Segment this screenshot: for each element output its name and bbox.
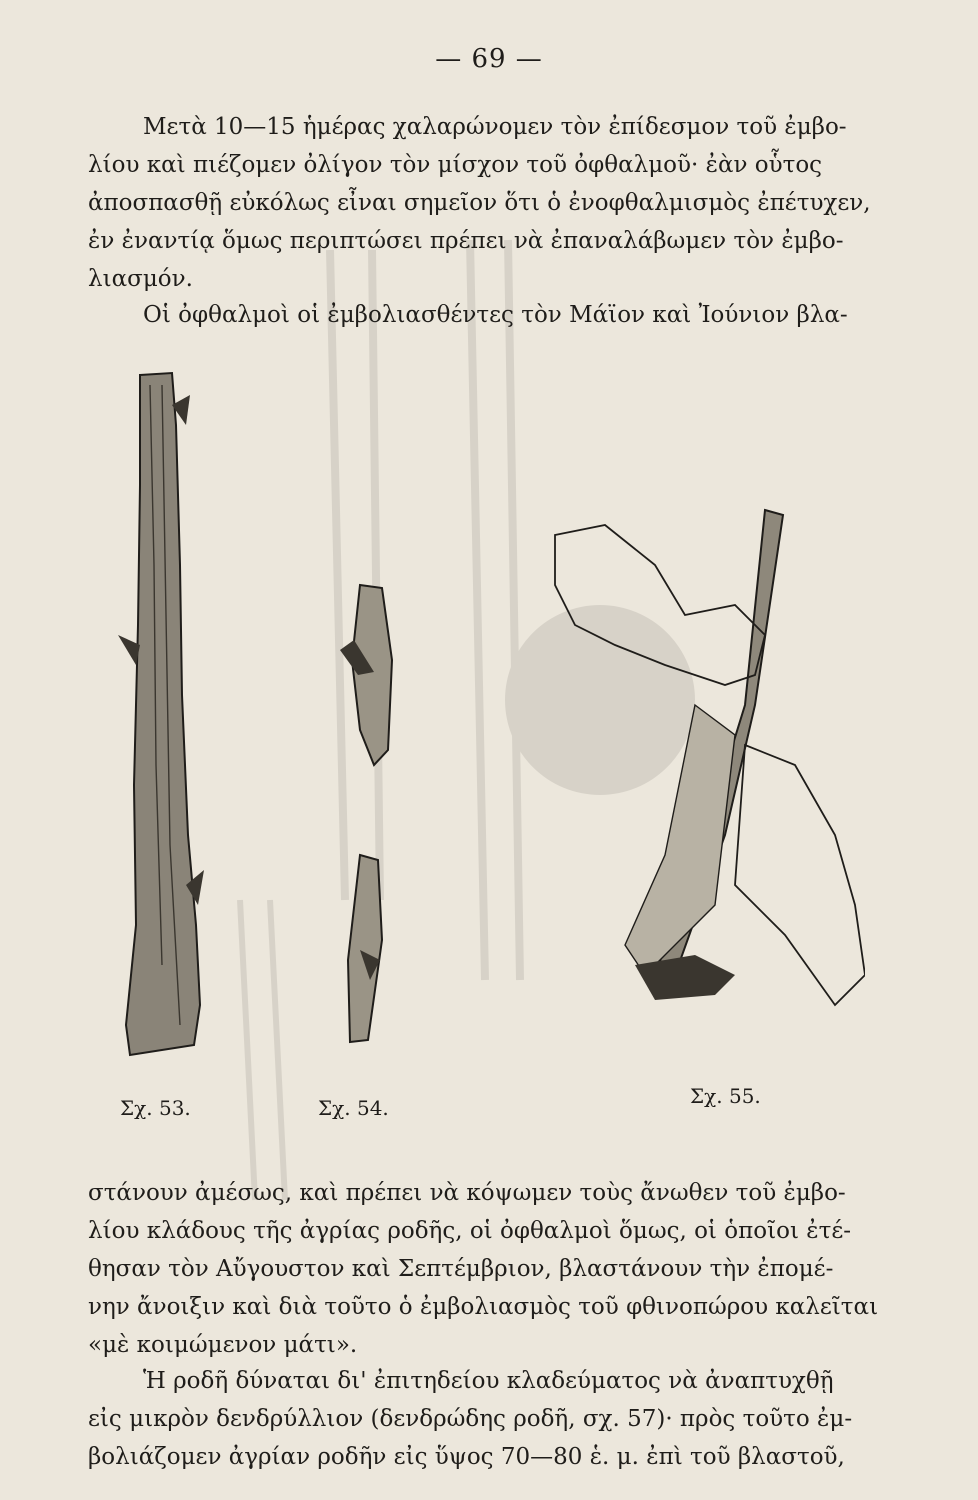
text-line: λιασμόν. [88,266,193,292]
figure-54-caption: Σχ. 54. [318,1096,389,1120]
paragraph-last [88,1362,878,1476]
text-line: Οἱ ὀφθαλμοὶ οἱ ἐμβολιασθέντες τὸν Μάϊον καὶ Ἰούνιον βλα- [143,302,848,328]
text-line: βολιάζομεν ἀγρίαν ροδῆν εἰς ὕψος 70—80 ἑ. μ. ἐπὶ τοῦ βλαστοῦ, [88,1444,845,1470]
figure-53-branch-illustration [110,365,220,1065]
paragraph-top [88,108,878,298]
text-line: «μὲ κοιμώμενον μάτι». [88,1332,358,1358]
figure-55-caption: Σχ. 55. [690,1084,761,1108]
text-line: λίου καὶ πιέζομεν ὀλίγον τὸν μίσχον τοῦ ὀφθαλμοῦ· ἐὰν οὗτος [88,152,823,178]
figure-54-bud-shield-illustration [330,580,410,1050]
figure-53-caption: Σχ. 53. [120,1096,191,1120]
paragraph-bottom [88,1174,878,1364]
text-line: νην ἄνοιξιν καὶ διὰ τοῦτο ὁ ἐμβολιασμὸς τοῦ φθινοπώρου καλεῖται [88,1294,879,1320]
text-line: λίου κλάδους τῆς ἀγρίας ροδῆς, οἱ ὀφθαλμοὶ ὅμως, οἱ ὁποῖοι ἐτέ- [88,1218,852,1244]
text-line: ἀποσπασθῇ εὐκόλως εἶναι σημεῖον ὅτι ὁ ἐνοφθαλμισμὸς ἐπέτυχεν, [88,190,871,216]
text-line: Μετὰ 10—15 ἡμέρας χαλαρώνομεν τὸν ἐπίδεσμον τοῦ ἐμβο- [143,114,847,140]
text-line: ἐν ἐναντίᾳ ὅμως περιπτώσει πρέπει νὰ ἐπαναλάβωμεν τὸν ἐμβο- [88,228,844,254]
text-line: θησαν τὸν Αὔγουστον καὶ Σεπτέμβριον, βλαστάνουν τὴν ἐπομέ- [88,1256,834,1282]
figure-55-hands-binding-illustration [535,505,865,1045]
paragraph-second [88,296,878,334]
text-line: εἰς μικρὸν δενδρύλλιον (δενδρώδης ροδῆ, σχ. 57)· πρὸς τοῦτο ἐμ- [88,1406,853,1432]
page-number: — 69 — [435,44,543,74]
text-line: Ἡ ροδῆ δύναται δι' ἐπιτηδείου κλαδεύματος νὰ ἀναπτυχθῇ [143,1368,834,1394]
text-line: στάνουν ἀμέσως, καὶ πρέπει νὰ κόψωμεν τοὺς ἄνωθεν τοῦ ἐμβο- [88,1180,846,1206]
